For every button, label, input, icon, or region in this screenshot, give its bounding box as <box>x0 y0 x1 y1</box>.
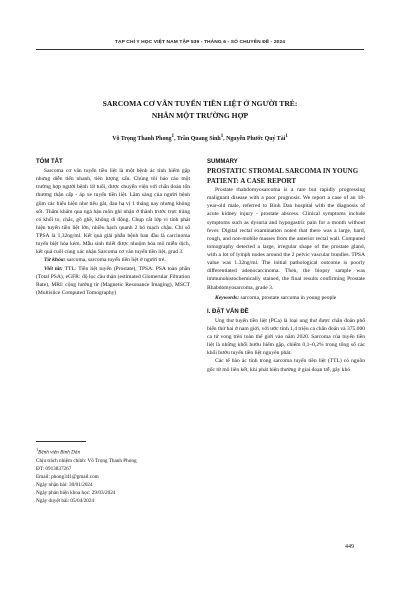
footnote-affiliation <box>36 446 196 457</box>
author-2: Trần Quang Sinh <box>176 135 221 142</box>
article-title <box>40 98 360 122</box>
author-3: Nguyễn Phước Quý Tài <box>226 135 286 142</box>
abstract-heading: TÓM TẮT <box>36 159 63 165</box>
english-keywords-label: Keywords: <box>215 294 240 301</box>
title-line-2: NHÂN MỘT TRƯỜNG HỢP <box>151 111 249 120</box>
header-rule <box>36 49 364 50</box>
email: Email: phong341@gmail.com <box>36 474 99 481</box>
affiliation: Bệnh viện Bình Dân <box>38 449 81 456</box>
date-accepted: Ngày duyệt bài: 05/04/2024 <box>36 498 95 505</box>
author-2-sup: 1 <box>220 134 224 139</box>
abbreviations-text: TTL: Tiền liệt tuyến (Prostate), TPSA: PSA toàn phần (Total PSA), eGFR: độ lọc cầu thận (estimated Glomerular Filtration Rate), MRI: cộng hưởng từ (Magnetic Resonance Imaging), MSCT (Multislice Computed Tomography) <box>36 265 190 296</box>
introduction-heading: I. ĐẶT VẤN ĐỀ <box>207 308 249 315</box>
introduction-paragraph-1: Ung thư tuyến tiền liệt (PCa) là loại ung thư được chẩn đoán phổ biến thứ hai ở nam giới, với ước tính 1,4 triệu ca chẩn đoán và 375.000 ca tử vong trên toàn thế giới vào năm 2020. Sarcoma của tuyến tiền liệt là những khối bướu hiếm gặp, chiếm 0,1–0,2% trong tổng số các khối bướu tuyến tiền liệt nguyên phát. <box>207 317 365 357</box>
abbreviations-label: Viết tắt: <box>44 265 63 272</box>
phone: ĐT: 0913837267 <box>36 465 72 472</box>
left-column <box>36 158 190 297</box>
summary-text: Prostate rhabdomyosarcoma is a rare but rapidly progressing malignant disease with a poor prognosis. We report a case of an 18-year-old male, referred to Binh Dan hospital with the diagnosis of acute kidney injury - prostate abscess. Clinical symptoms include symptoms such as dysuria and hypogastric pain for a month without fever. Digital rectal examination noted that there was a large, hard, rough, and non-mobile masses from the anterior rectal wall. Computed tomography detected a large, irregular shape of the prostate gland, with a lot of lymph nodes around the 2 pelvic vascular bundles. TPSA value was 1.32ng/ml. The initial pathological outcome is poorly differentiated adenocarcinoma. Then, the biopsy sample was immunohistochemically stained, the final results confirming Prostate Rhabdomyosarcoma, grade 3. <box>207 187 365 291</box>
english-keywords-paragraph <box>207 294 365 302</box>
page-number: 449 <box>345 544 354 550</box>
right-column <box>207 158 365 374</box>
abbreviations-paragraph <box>36 265 190 298</box>
english-keywords-text: sarcoma, prostate sarcoma in young people <box>240 294 337 301</box>
running-head: TẠP CHÍ Y HỌC VIỆT NAM TẬP 539 - THÁNG 6 - SỐ CHUYÊN ĐỀ - 2024 <box>114 40 286 45</box>
date-received: Ngày nhận bài: 30/01/2024 <box>36 482 93 489</box>
date-reviewed: Ngày phản biện khoa học: 29/03/2024 <box>36 490 116 497</box>
title-line-1: SARCOMA CƠ VÂN TUYẾN TIỀN LIỆT Ở NGƯỜI TRẺ: <box>102 99 298 108</box>
keywords-text: sarcoma, sarcoma tuyến tiền liệt ở người trẻ. <box>66 257 166 264</box>
abstract-text: Sarcoma cơ vân tuyến tiền liệt là một bệnh ác tính hiếm gặp nhưng diễn tiến nhanh, tiên lượng xấu. Chúng tôi báo cáo một trường hợp người bệnh 18 tuổi, được chuyển viện với chẩn đoán tổn thương thận cấp - áp xe tuyến tiền liệt. Lâm sàng của người bệnh gồm các biểu hiện như tiểu gắt, đau hạ vị 1 tháng nay nhưng không sốt. Thăm khám qua ngả hậu môn ghi nhận ở thành trước trực tràng có khối to, chắc, gồ ghề, không di động. Chụp cắt lớp vi tính phát hiện tuyến tiền liệt lớn, nhiều hạch quanh 2 bó mạch chậu. Chỉ số TPSA là 1,32ng/ml. Kết quả giải phẫu bệnh ban đầu là carcinoma tuyến biệt hóa kém. Mẫu sinh thiết được nhuộm hóa mô miễn dịch, kết quả cuối cùng xác nhận Sarcoma cơ vân tuyến tiền liệt, grad 3. <box>36 168 190 256</box>
english-title: PROSTATIC STROMAL SARCOMA IN YOUNG PATIENT: A CASE REPORT <box>207 167 359 185</box>
footnote <box>36 446 196 505</box>
author-list: Võ Trọng Thanh Phong$^1$, Trần Quang Sinh$^1$, Nguyễn Phước Quý Tài$^1$ <box>112 134 288 142</box>
keywords-label: Từ khóa: <box>44 257 66 264</box>
corresponding-author: Chịu trách nhiệm chính: Võ Trọng Thanh Phong <box>36 457 137 464</box>
author-1: Võ Trọng Thanh Phong <box>112 135 172 142</box>
author-3-sup: 1 <box>285 134 288 139</box>
keywords-paragraph <box>36 256 190 264</box>
footnote-sup: 1 <box>36 447 39 452</box>
footnote-rule <box>36 441 86 442</box>
summary-heading: SUMMARY <box>207 159 238 165</box>
introduction-paragraph-2: Các tế bào ác tính trong sarcoma tuyến tiền liệt (TTL) có nguồn gốc từ mô liên kết, khi phát hiện thường ở giai đoạn trễ, gây khó <box>207 358 365 373</box>
author-1-sup: 1 <box>171 134 175 139</box>
